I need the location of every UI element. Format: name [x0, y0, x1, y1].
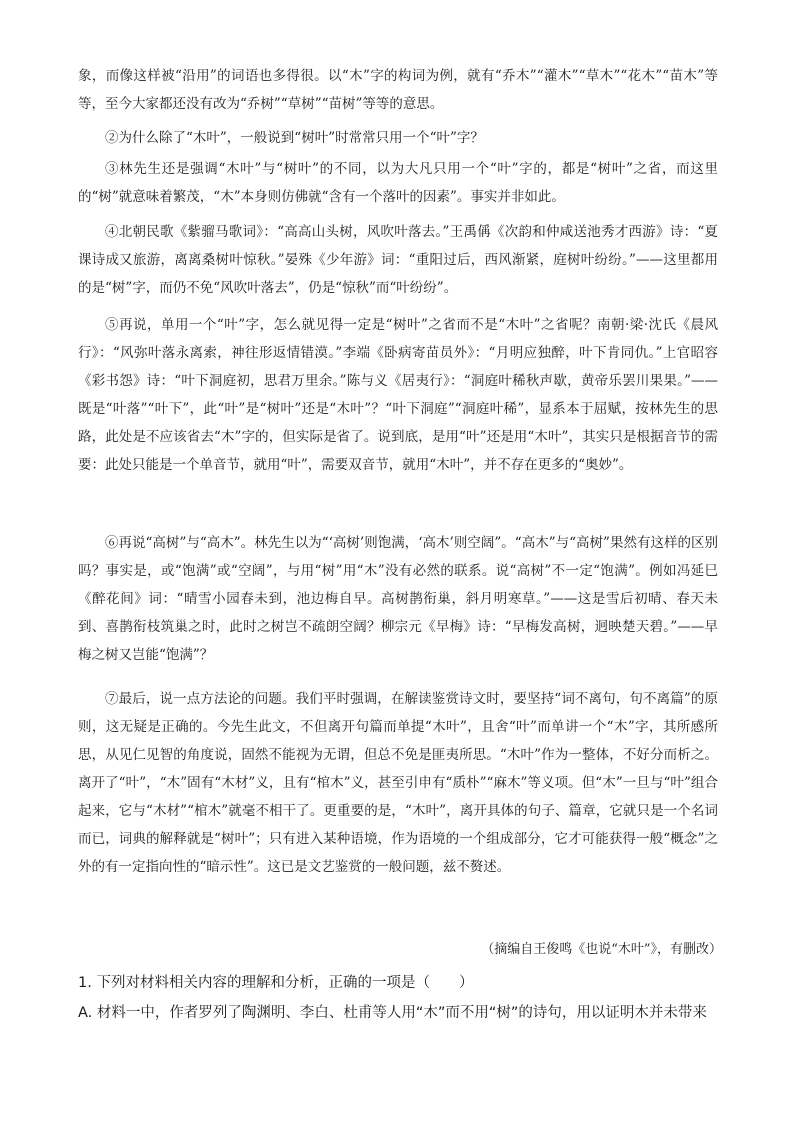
paragraph-2: ②为什么除了“木叶”，一般说到“树叶”时常常只用一个“叶”字？: [105, 130, 484, 146]
question-stem: 1. 下列对材料相关内容的理解和分析，正确的一项是（ ）: [78, 975, 474, 991]
paragraph-7: ⑦最后，说一点方法论的问题。我们平时强调，在解读鉴赏诗文时，要坚持“词不离句，句不离篇”的原则，这无疑是正确的。今先生此文，不但离开句篇而单提“木叶”，且舍“叶”而单讲一个“木”字，其所感所思，从见仁见智的角度说，固然不能视为无谓，但总不免是匪夷所思。“木叶”作为一整体，不好分而析之。离开了“叶”，“木”固有“木材”义，且有“棺木”义，甚至引申有“质朴”“麻木”等义项。但“木”一旦与“叶”组合起来，它与“木材”“棺木”就毫不相干了。更重要的是，“木叶”，离开具体的句子、篇章，它就只是一个名词而已，词典的解释就是“树叶”；只有进入某种语境，作为语境的一个组成部分，它才可能获得一般“概念”之外的有一定指向性的“暗示性”。这已是文艺鉴赏的一般问题，兹不赘述。: [78, 691, 718, 875]
paragraph-5: ⑤再说，单用一个“叶”字，怎么就见得一定是“树叶”之省而不是“木叶”之省呢？南朝·梁·沈氏《晨风行》：“风弥叶落永离索，神往形返情错漠。”李端《卧病寄苗员外》：“月明应独醉，叶下肯同仇。”上官昭容《彩书怨》诗：“叶下洞庭初，思君万里余。”陈与义《居夷行》：“洞庭叶稀秋声歇，黄帝乐罢川果果。”——既是“叶落”“叶下”，此“叶”是“树叶”还是“木叶”？“叶下洞庭”“洞庭叶稀”，显系本于屈赋，按林先生的思路，此处是不应该省去“木”字的，但实际是省了。说到底，是用“叶”还是用“木叶”，其实只是根据音节的需要：此处只能是一个单音节，就用“叶”，需要双音节，就用“木叶”，并不存在更多的“奥妙”。: [78, 317, 718, 473]
paragraph-6: ⑥再说“高树”与“高木”。林先生以为“‘高树’则饱满，‘高木’则空阔”。“高木”与“高树”果然有这样的区别吗？事实是，或“饱满”或“空阔”，与用“树”用“木”没有必然的联系。说“高树”不一定“饱满”。例如冯延巳《醉花间》词：“晴雪小园春未到，池边梅自早。高树鹊衔巢，斜月明寒草。”——这是雪后初晴、春天未到、喜鹊衔枝筑巢之时，此时之树岂不疏朗空阔？柳宗元《早梅》诗：“早梅发高树，迥映楚天碧。”——早梅之树又岂能“饱满”？: [78, 535, 718, 663]
paragraph-3: ③林先生还是强调“木叶”与“树叶”的不同，以为大凡只用一个“叶”字的，都是“树叶”之省，而这里的“树”就意味着繁茂，“木”本身则仿佛就“含有一个落叶的因素”。事实并非如此。: [78, 161, 718, 205]
paragraph-4: ④北朝民歌《紫骝马歌词》：“高高山头树，风吹叶落去。”王禹偁《次韵和仲咸送池秀才西游》诗：“夏课诗成又旅游，离离桑树叶惊秋。”晏殊《少年游》词：“重阳过后，西风渐紧，庭树叶纷纷。”——这里都用的是“树”字，而仍不免“风吹叶落去”，仍是“惊秋”而“叶纷纷”。: [78, 224, 718, 296]
paragraph-continued: 象，而像这样被“沿用”的词语也多得很。以“木”字的构词为例，就有“乔木”“灌木”“草木”“花木”“苗木”等等，至今大家都还没有改为“乔树”“草树”“苗树”等等的意思。: [78, 68, 718, 112]
option-a: A. 材料一中，作者罗列了陶渊明、李白、杜甫等人用“木”而不用“树”的诗句，用以证明木并未带来: [78, 1005, 707, 1021]
source-citation: （摘编自王俊鸣《也说“木叶”》，有删改）: [481, 942, 722, 957]
